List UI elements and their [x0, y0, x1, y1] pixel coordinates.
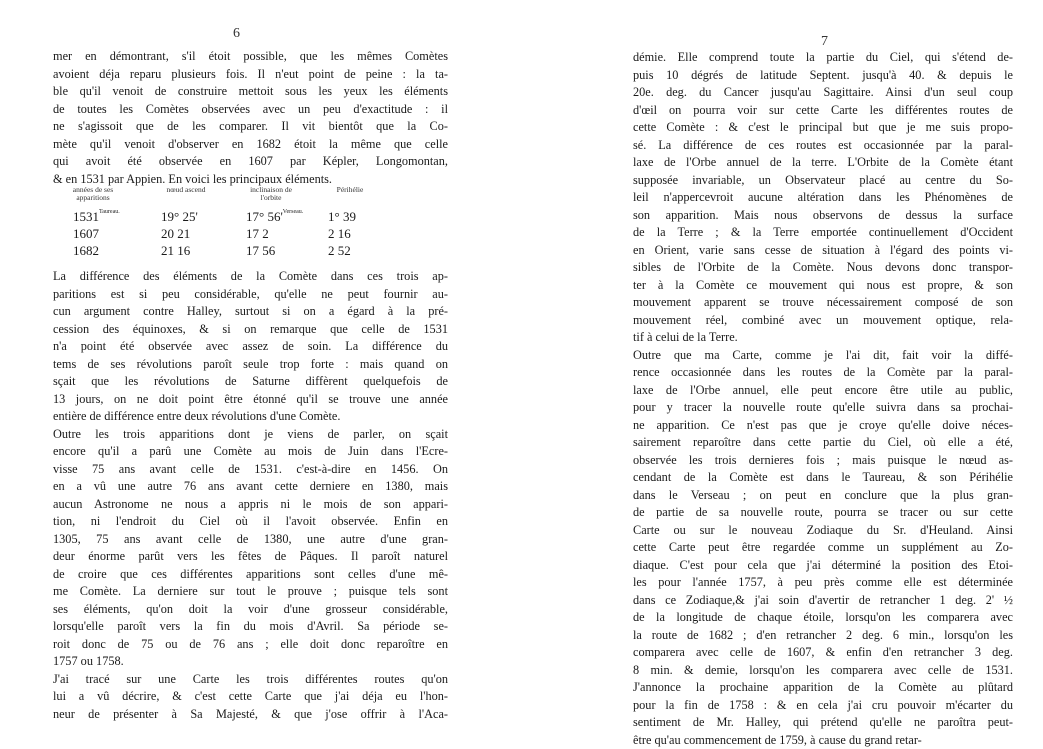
- text-line: neur de présenter à Sa Majesté, & que j'ose offrir à l'Aca-: [53, 706, 448, 724]
- text-line: mer en démontrant, s'il étoit possible, que les mêmes Comètes: [53, 48, 448, 66]
- text-line: Carte ou sur le nouveau Zodiaque du Sr. d'Heuland. Ainsi: [633, 522, 1013, 540]
- table-cell: [161, 208, 198, 225]
- page-number: 6: [233, 26, 240, 42]
- table-cell: [246, 242, 275, 259]
- left-bottom-paragraphs: [53, 268, 448, 723]
- table-cell: [246, 208, 303, 225]
- header-years: années de ses apparitions: [63, 186, 123, 202]
- text-line: sibles de l'Orbite de la Comète. Nous devons donc transpor-: [633, 259, 1013, 277]
- table-cell: [161, 242, 190, 259]
- text-line: en Orient, varie sans cesse de situation à l'égard des points vi-: [633, 242, 1013, 260]
- cell-value: 1682: [73, 243, 99, 258]
- cell-value: 20 21: [161, 226, 190, 241]
- comet-elements-table: [63, 186, 403, 259]
- text-line: entière de différence entre deux révolutions d'une Comète.: [53, 408, 448, 426]
- text-line: ne s'agissoit que de les comparer. Il vit bientôt que la Co-: [53, 118, 448, 136]
- table-cell: [161, 225, 190, 242]
- text-line: puis 10 dégrés de latitude Septent. jusqu'à 40. & depuis le: [633, 67, 1013, 85]
- table-row: [63, 225, 403, 242]
- text-line: d'œil on pourra voir sur cette Carte les différentes routes de: [633, 102, 1013, 120]
- cell-value: 1607: [73, 226, 99, 241]
- text-line: les pour l'année 1757, à peu près comme elle est déterminée: [633, 574, 1013, 592]
- text-line: cendant de la Comète est dans le Taureau, & son Périhélie: [633, 469, 1013, 487]
- text-line: sçait que les révolutions de Saturne diffèrent quelquefois de: [53, 373, 448, 391]
- text-line: dans le Verseau ; on peut en conclure que la plus gran-: [633, 487, 1013, 505]
- text-line: tif à celui de la Terre.: [633, 329, 1013, 347]
- text-line: n'a point été observée avec assez de soin. La différence du: [53, 338, 448, 356]
- right-page: [521, 0, 1043, 719]
- left-page: [0, 0, 521, 719]
- text-line: avoient déja reparu plusieurs fois. Il n'eut point de peine : la ta-: [53, 66, 448, 84]
- text-line: cession des équinoxes, & si on remarque que celle de 1531: [53, 321, 448, 339]
- text-line: 1757 ou 1758.: [53, 653, 448, 671]
- cell-value: 2 52: [328, 243, 351, 258]
- text-line: rence occasionnée dans les routes de la Comète par la paral-: [633, 364, 1013, 382]
- text-line: La différence des éléments de la Comète dans ces trois ap-: [53, 268, 448, 286]
- cell-value: 1531: [73, 209, 99, 224]
- table-cell: [73, 242, 99, 259]
- text-line: aucun Astronome ne nous a appris ni le mois de son appari-: [53, 496, 448, 514]
- text-line: paritions est si peu considérable, qu'elle ne peut fournir au-: [53, 286, 448, 304]
- text-line: de la Terre ; & la Terre emportée continuellement d'Occident: [633, 224, 1013, 242]
- text-line: son apparition. Mais nous observons de dessus la surface: [633, 207, 1013, 225]
- text-line: observée les trois dernieres fois ; mais puisque le nœud as-: [633, 452, 1013, 470]
- zodiac-sign-note: Verseau.: [283, 209, 304, 215]
- text-line: lorsqu'elle paroît vers la fin du mois d'Avril. Sa période se-: [53, 618, 448, 636]
- text-line: laxe de l'Orbe annuel de la terre. L'Orbite de la Comète étant: [633, 154, 1013, 172]
- table-cell: [246, 225, 269, 242]
- text-line: sentiment de Mr. Halley, qui prétend qu'elle ne paroîtra peut-: [633, 714, 1013, 732]
- left-top-paragraph: [53, 48, 448, 188]
- text-line: 13 jours, on ne doit point être étonné qu'il se trouve une année: [53, 391, 448, 409]
- cell-value: 19° 25': [161, 209, 198, 224]
- text-line: diaque. C'est pour cela que j'ai déterminé la position des Etoi-: [633, 557, 1013, 575]
- header-perihelion: Périhélie: [325, 186, 375, 194]
- text-line: de croire que ces différentes apparitions sont celles d'une mê-: [53, 566, 448, 584]
- cell-value: 1° 39: [328, 209, 356, 224]
- text-line: dans ce Zodiaque,& j'ai soin d'avertir de retrancher 1 deg. 2' ½: [633, 592, 1013, 610]
- text-line: mouvement apparent se trouve nécessairement composé de son: [633, 294, 1013, 312]
- text-line: ses éléments, qu'on doit la voir d'une grosseur considérable,: [53, 601, 448, 619]
- text-line: & en 1531 par Appien. En voici les principaux éléments.: [53, 171, 448, 189]
- text-line: roit donc de 75 ou de 76 ans ; elle doit donc reparoître en: [53, 636, 448, 654]
- text-line: Outre que ma Carte, comme je l'ai dit, fait voir la diffé-: [633, 347, 1013, 365]
- text-line: laxe de l'Orbe annuel, elle peut encore être utile au public,: [633, 382, 1013, 400]
- cell-value: 21 16: [161, 243, 190, 258]
- table-cell: [328, 225, 351, 242]
- text-line: encore qu'il a parû une Comète au mois de Juin dans l'Ecre-: [53, 443, 448, 461]
- text-line: la route de 1682 ; d'en retrancher 2 deg. 6 min., lorsqu'on les: [633, 627, 1013, 645]
- text-line: sé. La différence de ces routes est occasionnée par la paral-: [633, 137, 1013, 155]
- text-line: sairement reparoître dans cette partie du Ciel, où elle a été,: [633, 434, 1013, 452]
- text-line: pour la fin de 1758 : & en cela j'ai cru pouvoir m'écarter du: [633, 697, 1013, 715]
- text-line: cun argument contre Halley, surtout si on a égard à la pré-: [53, 303, 448, 321]
- text-line: lui a vû décrire, & c'est cette Carte que j'ai déja eu l'hon-: [53, 688, 448, 706]
- right-paragraphs: [633, 49, 1013, 749]
- text-line: me Comète. La derniere sur tout le prouve ; puisque tels sont: [53, 583, 448, 601]
- cell-value: 17 2: [246, 226, 269, 241]
- text-line: démie. Elle comprend toute la partie du Ciel, qui s'étend de-: [633, 49, 1013, 67]
- table-cell: [73, 208, 120, 225]
- text-line: 8 min. & demie, lorsqu'on les comparera avec celle de 1531.: [633, 662, 1013, 680]
- cell-value: 17 56: [246, 243, 275, 258]
- text-line: mouvement réel, combiné avec un mouvement optique, rela-: [633, 312, 1013, 330]
- text-line: supposée invariable, un Observateur placé au centre du So-: [633, 172, 1013, 190]
- text-line: 1305, 75 ans avant celle de 1380, une autre d'une gran-: [53, 531, 448, 549]
- header-node: nœud ascend: [161, 186, 211, 194]
- text-line: 20e. deg. du Cancer jusqu'au Sagittaire. Ainsi d'un seul coup: [633, 84, 1013, 102]
- text-line: tems de ses révolutions paroît seule trop forte : mais quand on: [53, 356, 448, 374]
- text-line: J'annonce la prochaine apparition de la Comète au plûtard: [633, 679, 1013, 697]
- page-number: 7: [821, 34, 828, 50]
- text-line: ter à la Comète ce mouvement qui nous est propre, & son: [633, 277, 1013, 295]
- table-row: [63, 242, 403, 259]
- text-line: de toutes les Comètes observées avec un peu d'exactitude : il: [53, 101, 448, 119]
- text-line: deur énorme parût vers les fêtes de Pâques. Il paroît naturel: [53, 548, 448, 566]
- cell-value: 17° 56': [246, 209, 283, 224]
- cell-value: 2 16: [328, 226, 351, 241]
- zodiac-sign-note: Taureau.: [99, 209, 120, 215]
- text-line: ne apparition. Ce n'est pas que je croye qu'elle doive néces-: [633, 417, 1013, 435]
- text-line: qui avoit été observée en 1607 par Képler, Longomontan,: [53, 153, 448, 171]
- text-line: être qu'au commencement de 1759, à cause du grand retar-: [633, 732, 1013, 749]
- text-line: en a vû une autre 76 ans avant cette derniere en 1380, mais: [53, 478, 448, 496]
- text-line: visse 75 ans avant celle de 1531. c'est-à-dire en 1456. On: [53, 461, 448, 479]
- text-line: cette Comète : & c'est le principal but que je me suis propo-: [633, 119, 1013, 137]
- text-line: comparera avec celle de 1607, & enfin d'en retrancher 3 deg.: [633, 644, 1013, 662]
- text-line: J'ai tracé sur une Carte les trois différentes routes qu'on: [53, 671, 448, 689]
- table-cell: [328, 242, 351, 259]
- text-line: tion, ni l'endroit du Ciel où il l'avoit observée. Enfin en: [53, 513, 448, 531]
- table-body: [63, 208, 403, 259]
- text-line: mète qu'il venoit d'observer en 1682 étoit la même que celle: [53, 136, 448, 154]
- text-line: de la longitude de chaque étoile, lorsqu'on les comparera avec: [633, 609, 1013, 627]
- table-cell: [73, 225, 99, 242]
- header-inclination: inclinaison de l'orbite: [241, 186, 301, 202]
- text-line: pour y tracer la nouvelle route qu'elle suivra dans sa prochai-: [633, 399, 1013, 417]
- text-line: Outre les trois apparitions dont je viens de parler, on sçait: [53, 426, 448, 444]
- text-line: leil n'appercevroit aucune altération dans les Phénomènes de: [633, 189, 1013, 207]
- text-line: cette Carte peut être regardée comme un supplément au Zo-: [633, 539, 1013, 557]
- table-cell: [328, 208, 356, 225]
- table-row: [63, 208, 403, 225]
- table-header-row: [63, 186, 403, 208]
- text-line: ble qu'il venoit de construire mettoit sous les yeux les éléments: [53, 83, 448, 101]
- text-line: de partie de sa nouvelle route, pourra se tracer ou sur cette: [633, 504, 1013, 522]
